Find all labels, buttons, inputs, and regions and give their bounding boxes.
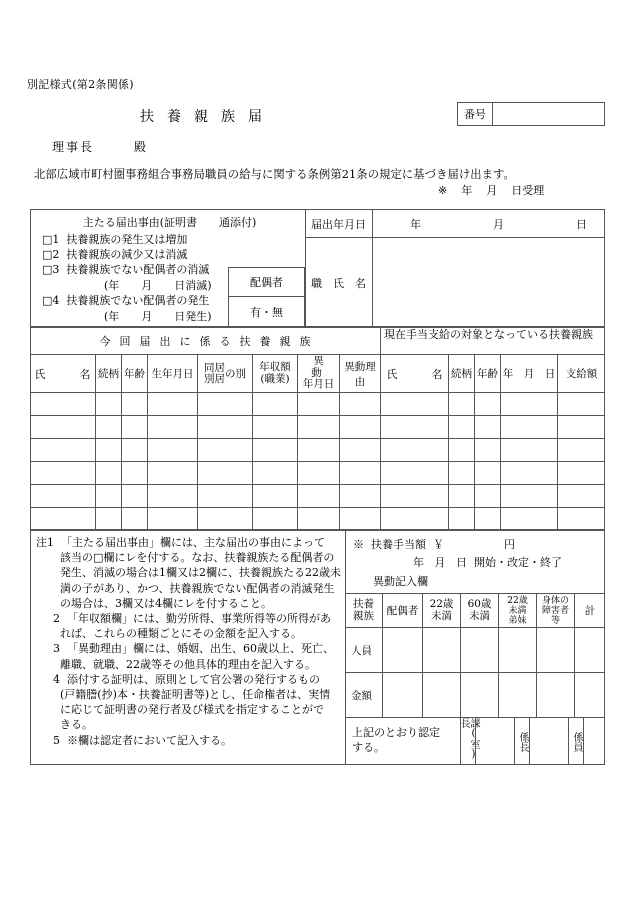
allowance-col-under60: 60歳 未満 — [460, 594, 498, 628]
income-top: 年収額 — [259, 361, 291, 373]
approval-text — [345, 718, 460, 765]
note-4-line-4: きる。 — [60, 718, 93, 732]
addressee — [52, 138, 147, 155]
note-2-line-1: 「年収額欄」には、勤労所得、事業所得等の所得があ — [67, 612, 331, 626]
change-date-top: 異 動 — [311, 355, 343, 379]
allowance-cell[interactable] — [498, 628, 536, 673]
allowance-cell[interactable] — [460, 628, 498, 673]
checkbox-3-date-line: (年 月 日消滅) — [104, 279, 212, 292]
checkbox-2-number: 2 — [52, 248, 60, 261]
note-4-number: 4 — [53, 672, 60, 686]
reason-checkbox-1[interactable] — [42, 232, 297, 247]
approval-signer-stamp-subsection-chief[interactable] — [529, 718, 568, 765]
checkbox-4-date-line: (年 月 日発生) — [104, 310, 212, 323]
allowance-cell[interactable] — [422, 628, 460, 673]
allowance-cell[interactable] — [536, 628, 574, 673]
allowance-row-amount-label: 金額 — [345, 673, 382, 718]
filing-date-value[interactable] — [372, 209, 605, 238]
allowance-col-family: 扶養 親族 — [345, 594, 382, 628]
right-group-title: 現在手当支給の対象となっている扶養親族 — [380, 327, 605, 355]
note-3-number: 3 — [53, 642, 60, 656]
notes-section — [36, 535, 341, 748]
table-row[interactable] — [30, 439, 605, 462]
receipt-year: 年 — [461, 184, 473, 197]
checkbox-1-number: 1 — [52, 233, 60, 246]
allowance-summary — [345, 530, 605, 594]
number-input[interactable] — [493, 103, 604, 125]
col-header-residence — [197, 355, 252, 393]
allowance-cell[interactable] — [498, 673, 536, 718]
income-bottom: (職業) — [260, 372, 290, 385]
note-1-line-5: の場合は、3欄又は4欄にレを付すること。 — [60, 596, 272, 610]
approval-signer-stamp-staff[interactable] — [583, 718, 605, 765]
approval-signer-stamp-section-chief[interactable] — [475, 718, 514, 765]
allowance-currency: ￥ — [433, 538, 444, 551]
residence-bottom: 別居 — [204, 372, 225, 385]
allowance-unit: 円 — [504, 538, 515, 551]
allowance-col-spouse: 配偶者 — [382, 594, 422, 628]
addressee-name: 理事長 — [52, 140, 95, 154]
table-row[interactable] — [30, 416, 605, 439]
note-1-number: 注1 — [36, 536, 54, 549]
col-header-change-reason: 異動理由 — [339, 355, 380, 393]
residence-suffix: の別 — [225, 368, 246, 380]
table-row[interactable] — [30, 508, 605, 530]
note-5-number: 5 — [53, 733, 60, 747]
col-header-age-left: 年齢 — [121, 355, 147, 393]
allowance-cell[interactable] — [460, 673, 498, 718]
allowance-cell[interactable] — [536, 673, 574, 718]
allowance-cell[interactable] — [574, 673, 605, 718]
reason-checkbox-2[interactable] — [42, 247, 297, 262]
table-row[interactable] — [30, 393, 605, 416]
table-row[interactable] — [30, 462, 605, 485]
checkbox-1-box[interactable]: □ — [42, 233, 53, 246]
page-title: 扶養親族届 — [140, 109, 275, 125]
receipt-line — [438, 182, 544, 198]
col-header-income — [252, 355, 297, 393]
job-name-input[interactable] — [372, 238, 605, 327]
allowance-day: 日 — [456, 556, 467, 569]
note-1-line-3: 発生、消滅の場合は1欄又は2欄に、扶養親族たる22歳未 — [60, 566, 341, 580]
col-header-payment: 支給額 — [557, 355, 605, 393]
col-header-change-date — [297, 355, 343, 393]
note-4-line-1: 添付する証明は、原則として官公署の発行するもの — [67, 672, 320, 686]
approval-line-1: 上記のとおり認定 — [352, 726, 440, 739]
allowance-label: 扶養手当額 — [371, 538, 426, 551]
allowance-cell[interactable] — [382, 673, 422, 718]
checkbox-1-label: 扶養親族の発生又は増加 — [66, 233, 188, 246]
checkbox-4-label: 扶養親族でない配偶者の発生 — [66, 294, 210, 307]
allowance-cell[interactable] — [574, 628, 605, 673]
col-header-relation-left: 続柄 — [95, 355, 121, 393]
allowance-col-under22: 22歳 未満 — [422, 594, 460, 628]
note-2-line-2: れば、これらの種類ごとにその金額を記入する。 — [60, 627, 302, 641]
col-header-birthdate: 生年月日 — [147, 355, 197, 393]
spouse-label: 配偶者 — [228, 267, 305, 297]
allowance-cell[interactable] — [382, 628, 422, 673]
filing-date-month: 月 — [493, 217, 504, 231]
col-header-age-right: 年齢 — [474, 355, 500, 393]
note-1-line-1: 「主たる届出事由」欄には、主な届出の事由によって — [61, 536, 325, 549]
col-header-relation-right: 続柄 — [448, 355, 474, 393]
receipt-month: 月 — [486, 184, 498, 197]
legal-statement: 北部広域市町村圏事務組合事務局職員の給与に関する条例第21条の規定に基づき届け出ます。 — [34, 168, 515, 181]
col-header-name-left: 氏 名 — [30, 355, 95, 393]
filing-date-year: 年 — [410, 217, 421, 231]
number-label: 番号 — [458, 103, 493, 125]
allowance-col-total: 計 — [574, 594, 605, 628]
checkbox-4-box[interactable]: □ — [42, 294, 53, 307]
allowance-actions[interactable]: 開始・改定・終了 — [474, 556, 562, 569]
allowance-cell[interactable] — [422, 673, 460, 718]
change-entry-label: 異動記入欄 — [373, 575, 428, 588]
allowance-mark: ※ — [353, 538, 364, 551]
note-1-line-4: 満の子があり、かつ、扶養親族でない配偶者の消滅発生 — [60, 581, 335, 595]
receipt-mark: ※ — [438, 184, 448, 197]
checkbox-2-label: 扶養親族の減少又は消滅 — [66, 248, 188, 261]
approval-signer-label-subsection-chief: 係長 — [514, 718, 529, 765]
col-header-name-right: 氏 名 — [380, 355, 448, 393]
filing-date-label: 届出年月日 — [311, 217, 366, 231]
note-3-line-1: 「異動理由」欄には、婚姻、出生、60歳以上、死亡、 — [67, 642, 334, 656]
allowance-col-siblings: 22歳 未満 弟妹 — [498, 594, 536, 628]
receipt-day: 日受理 — [511, 184, 545, 197]
residence-top: 同居 — [204, 361, 225, 374]
allowance-row-count-label: 人員 — [345, 628, 382, 673]
allowance-col-disabled: 身体の 障害者 等 — [536, 594, 574, 628]
checkbox-3-number: 3 — [52, 263, 60, 276]
checkbox-3-box[interactable]: □ — [42, 263, 53, 276]
job-name-label: 職 氏 名 — [311, 276, 366, 290]
note-4-line-3: に応じて証明書の発行者及び様式を指定することがで — [60, 703, 324, 717]
allowance-year: 年 — [413, 556, 424, 569]
note-3-line-2: 離職、就職、22歳等その他具体的理由を記入する。 — [60, 657, 316, 671]
note-1-line-2: 該当の□欄にレを付する。なお、扶養親族たる配偶者の — [60, 551, 335, 565]
reason-heading: 主たる届出事由(証明書 通添付) — [82, 216, 257, 229]
note-2-number: 2 — [53, 612, 60, 626]
spouse-options[interactable]: 有・無 — [250, 306, 283, 319]
note-4-line-2: (戸籍謄(抄)本・扶養証明書等)とし、任命権者は、実情 — [60, 688, 331, 702]
form-code: 別記様式(第2条関係) — [27, 78, 134, 91]
col-header-date-right: 年 月 日 — [500, 355, 557, 393]
approval-line-2: する。 — [352, 741, 385, 754]
addressee-honorific: 殿 — [134, 140, 148, 154]
allowance-month: 月 — [434, 556, 446, 569]
table-row[interactable] — [30, 485, 605, 508]
approval-signer-label-section-chief: 課(室)長 — [460, 718, 475, 765]
approval-signer-label-staff: 係員 — [568, 718, 583, 765]
note-5-line-1: ※欄は認定者において記入する。 — [67, 733, 232, 747]
checkbox-3-label: 扶養親族でない配偶者の消滅 — [66, 263, 210, 276]
change-date-bottom: 年月日 — [302, 378, 335, 391]
filing-date-day: 日 — [576, 217, 587, 231]
left-group-title: 今回届出に係る扶養親族 — [30, 327, 380, 355]
number-box — [457, 102, 605, 126]
checkbox-2-box[interactable]: □ — [42, 248, 53, 261]
checkbox-4-number: 4 — [52, 294, 60, 307]
